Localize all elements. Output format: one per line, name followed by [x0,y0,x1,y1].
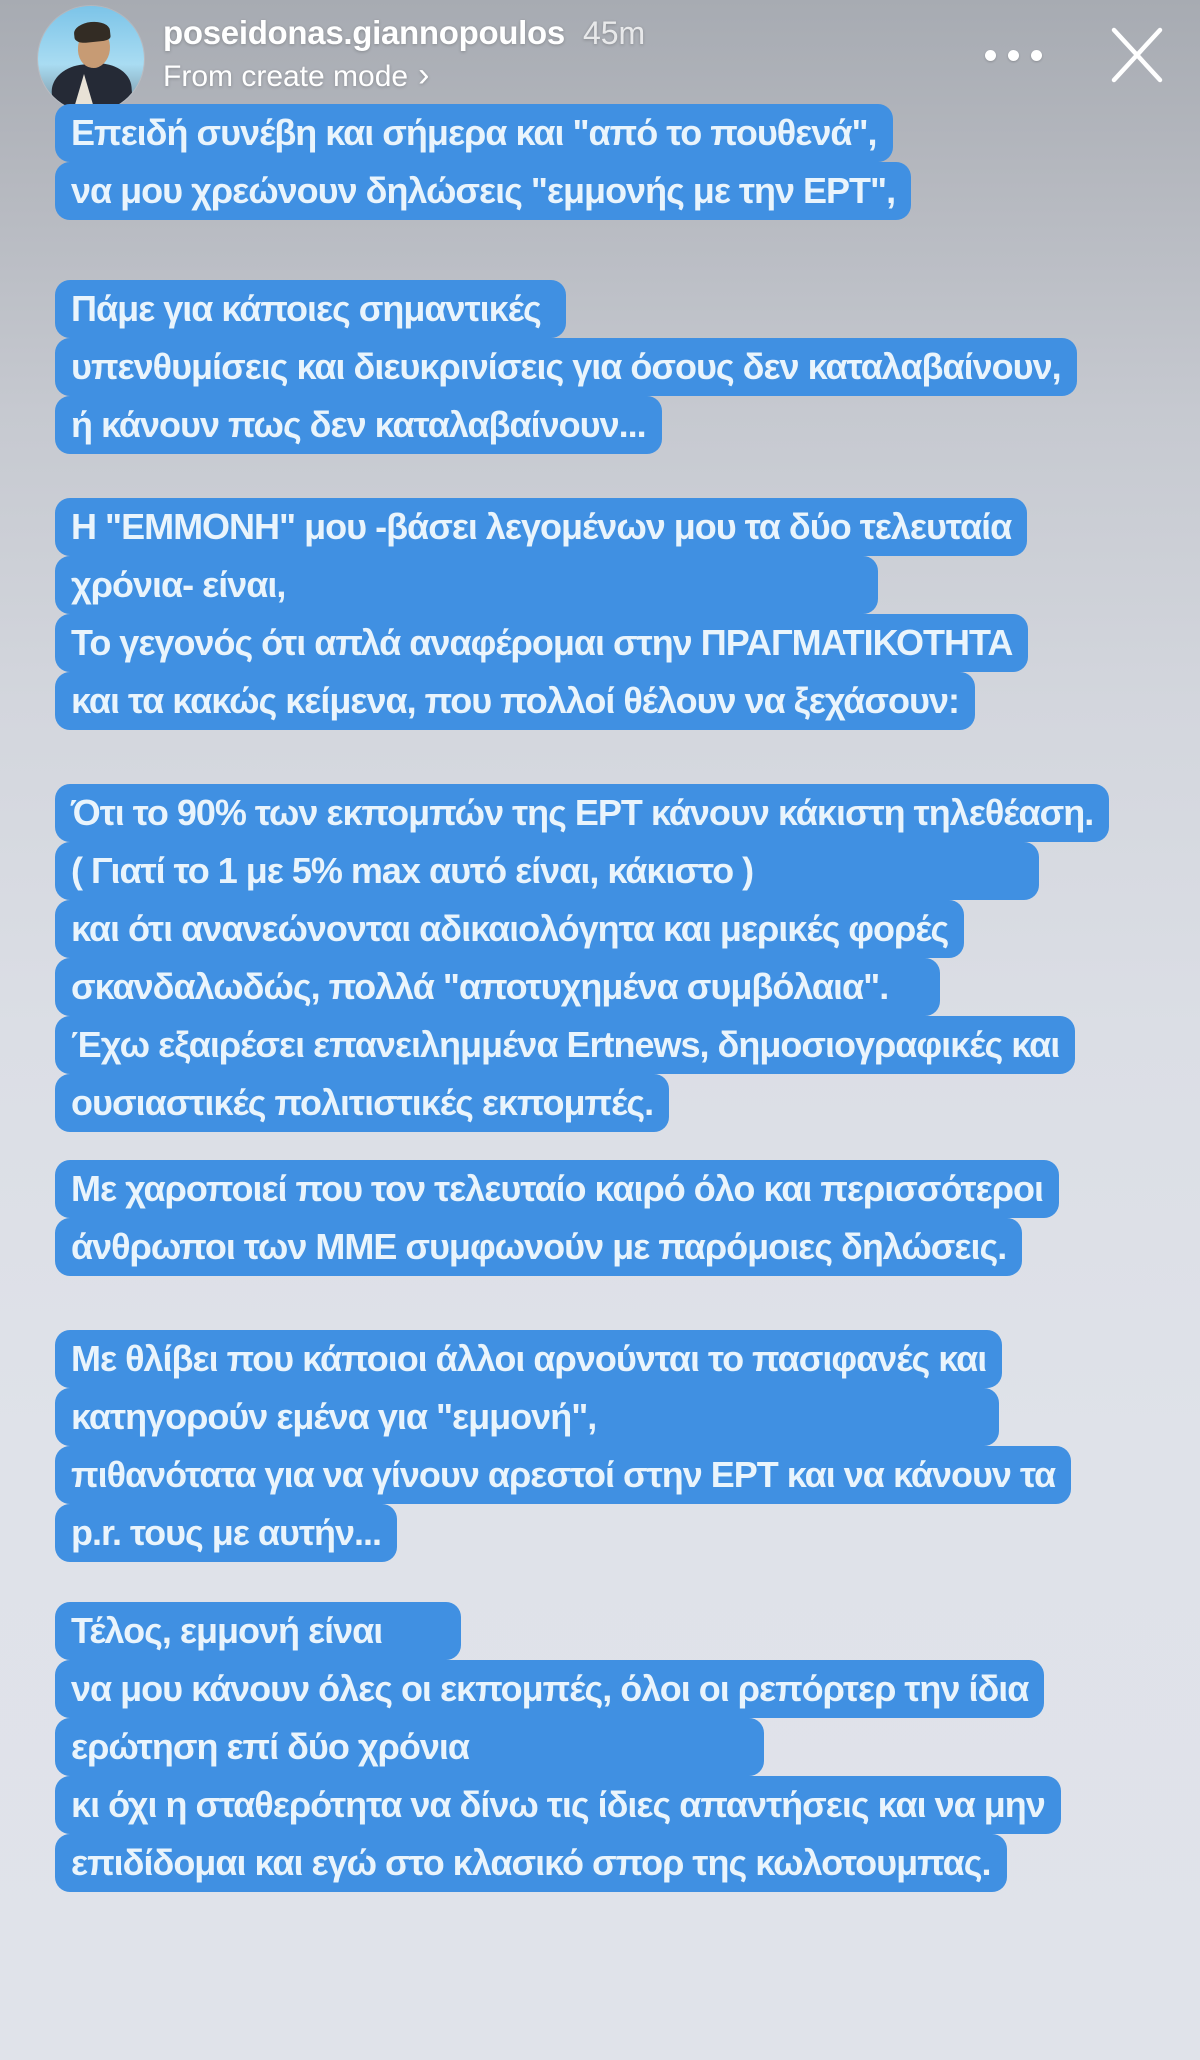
story-text-block [55,104,911,220]
story-text-block [55,1330,1071,1562]
story-text-line: επιδίδομαι και εγώ στο κλασικό σπορ της κωλοτουμπας. [55,1834,1007,1892]
story-text-line: Επειδή συνέβη και σήμερα και "από το πουθενά", [55,104,893,162]
story-text-block [55,1602,1061,1892]
story-text-line: ( Γιατί το 1 με 5% max αυτό είναι, κάκιστο ) [55,842,1039,900]
header-actions [981,0,1170,110]
story-text-block [55,498,1028,730]
story-header [0,0,1200,120]
story-text-block [55,784,1109,1132]
story-text-line: Τέλος, εμμονή είναι [55,1602,461,1660]
close-icon[interactable] [1104,22,1170,88]
story-text-line: και τα κακώς κείμενα, που πολλοί θέλουν να ξεχάσουν: [55,672,975,730]
from-create-mode-link[interactable] [163,56,645,94]
story-text-line: να μου κάνουν όλες οι εκπομπές, όλοι οι ρεπόρτερ την ίδια [55,1660,1044,1718]
header-meta [163,14,645,94]
story-text-line: κι όχι η σταθερότητα να δίνω τις ίδιες απαντήσεις και να μην [55,1776,1061,1834]
story-text-line: χρόνια- είναι, [55,556,878,614]
more-options-icon[interactable] [981,36,1046,75]
story-text-line: να μου χρεώνουν δηλώσεις "εμμονής με την ΕΡΤ", [55,162,911,220]
story-text-line: σκανδαλωδώς, πολλά "αποτυχημένα συμβόλαια". [55,958,940,1016]
story-text-line: Με θλίβει που κάποιοι άλλοι αρνούνται το πασιφανές και [55,1330,1002,1388]
story-text-line: κατηγορούν εμένα για "εμμονή", [55,1388,999,1446]
story-text-line: Το γεγονός ότι απλά αναφέρομαι στην ΠΡΑΓΜΑΤΙΚΟΤΗΤΑ [55,614,1028,672]
profile-avatar[interactable] [38,6,144,112]
chevron-right-icon: › [418,56,430,94]
story-text-line: Με χαροποιεί που τον τελευταίο καιρό όλο και περισσότεροι [55,1160,1059,1218]
story-text-line: ή κάνουν πως δεν καταλαβαίνουν... [55,396,662,454]
story-text-line: υπενθυμίσεις και διευκρινίσεις για όσους δεν καταλαβαίνουν, [55,338,1077,396]
story-text-line: πιθανότατα για να γίνουν αρεστοί στην ΕΡΤ και να κάνουν τα [55,1446,1071,1504]
story-text-block [55,1160,1059,1276]
story-text-line: και ότι ανανεώνονται αδικαιολόγητα και μερικές φορές [55,900,964,958]
story-text-line: Έχω εξαιρέσει επανειλημμένα Ertnews, δημοσιογραφικές και [55,1016,1075,1074]
story-text-line: p.r. τους με αυτήν... [55,1504,397,1562]
story-text-line: ουσιαστικές πολιτιστικές εκπομπές. [55,1074,669,1132]
story-text-line: Ότι το 90% των εκπομπών της ΕΡΤ κάνουν κάκιστη τηλεθέαση. [55,784,1109,842]
story-text-line: Η "ΕΜΜΟΝΗ" μου -βάσει λεγομένων μου τα δύο τελευταία [55,498,1027,556]
avatar-hair-shape [73,20,111,44]
story-text-line: άνθρωποι των ΜΜΕ συμφωνούν με παρόμοιες δηλώσεις. [55,1218,1022,1276]
story-text-line: ερώτηση επί δύο χρόνια [55,1718,764,1776]
story-text-block [55,280,1077,454]
story-text-line: Πάμε για κάποιες σημαντικές [55,280,566,338]
username-row [163,14,645,52]
story-timestamp: 45m [582,15,646,51]
username[interactable]: poseidonas.giannopoulos [163,14,565,51]
subtitle-label: From create mode [163,60,409,93]
